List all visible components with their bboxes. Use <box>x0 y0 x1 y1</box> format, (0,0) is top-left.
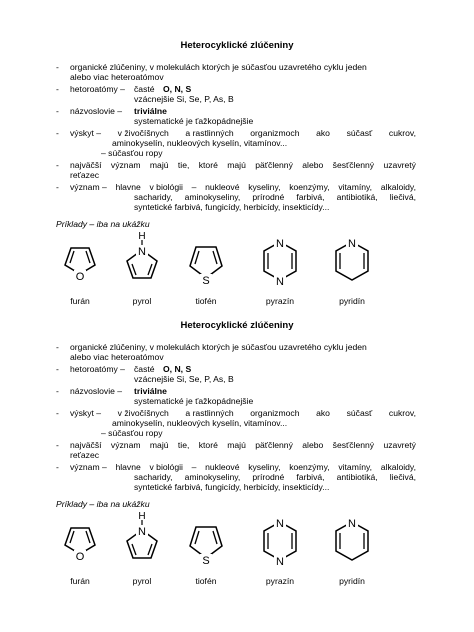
word: organizmoch <box>250 128 300 138</box>
furan-structure <box>50 518 110 574</box>
word: vitamíny, <box>338 462 373 472</box>
word: cukrov, <box>388 408 416 418</box>
word: hlavne <box>115 462 141 472</box>
pyridine-structure <box>322 514 382 576</box>
word: majú <box>149 440 169 450</box>
pyrazine-nitrogen-bottom: N <box>276 556 284 568</box>
molecule-name-thiophene: tiofén <box>195 296 217 306</box>
examples-label: Príklady – iba na ukážku <box>56 499 150 509</box>
heteroatoms-common-label: časté <box>134 84 155 94</box>
word: výskyt – <box>70 128 102 138</box>
word: nukleové <box>205 182 240 192</box>
molecule-name-pyrazine: pyrazín <box>265 576 295 586</box>
furan-oxygen-label: O <box>75 551 85 563</box>
nomenclature-trivial: triviálne <box>134 386 167 396</box>
nomenclature-systematic: systematické je ťažkopádnejšie <box>134 116 254 126</box>
page-title: Heterocyklické zlúčeniny <box>180 40 294 51</box>
bullet-dash: - <box>56 160 59 170</box>
word: aminokyseliny, <box>184 192 241 202</box>
word: ktoré <box>198 440 218 450</box>
importance-line <box>70 462 416 472</box>
word: kyseliny, <box>248 462 281 472</box>
word: význam <box>110 440 141 450</box>
bullet-dash: - <box>56 386 59 396</box>
thiophene-sulfur-label: S <box>202 275 210 287</box>
occurrence-line: – súčasťou ropy <box>101 148 163 158</box>
word: aminokyseliny, <box>184 472 241 482</box>
word: tie, <box>177 440 190 450</box>
nomenclature-label: názvoslovie – <box>70 386 123 396</box>
word: vitamíny, <box>338 182 373 192</box>
word: ako <box>316 408 330 418</box>
importance-line <box>134 192 416 202</box>
pyridine-nitrogen-label: N <box>348 238 356 250</box>
word: antibiotiká, <box>336 472 378 482</box>
definition-line: organické zlúčeniny, v molekulách ktorých je súčasťou uzavretého cyklu jeden <box>70 62 367 72</box>
word: v biológii <box>149 462 183 472</box>
pyrazine-nitrogen-bottom: N <box>276 276 284 288</box>
word: sacharidy, <box>134 192 173 202</box>
bullet-dash: - <box>56 440 59 450</box>
bullet-dash: - <box>56 342 59 352</box>
word: organizmoch <box>250 408 300 418</box>
heteroatoms-rare: vzácnejšie Si, Se, P, As, B <box>134 94 234 104</box>
pyrrole-structure <box>112 510 172 574</box>
furan-structure <box>50 238 110 294</box>
word: v živočíšnych <box>117 128 169 138</box>
word: význam <box>110 160 141 170</box>
word: liečivá, <box>389 192 416 202</box>
word: najväčší <box>70 160 102 170</box>
word: ktoré <box>198 160 218 170</box>
word: alkaloidy, <box>380 182 416 192</box>
word: súčasť <box>346 408 373 418</box>
examples-label: Príklady – iba na ukážku <box>56 219 150 229</box>
word: v biológii <box>149 182 183 192</box>
bullet-dash: - <box>56 62 59 72</box>
importance-line <box>134 472 416 482</box>
word: najväčší <box>70 440 102 450</box>
thiophene-structure <box>176 518 236 574</box>
pyrrole-structure <box>112 230 172 294</box>
word: uzavretý <box>383 160 416 170</box>
word: majú <box>149 160 169 170</box>
nomenclature-trivial: triviálne <box>134 106 167 116</box>
word: alebo <box>302 440 324 450</box>
word: alebo <box>302 160 324 170</box>
definition-line: alebo viac heteroatómov <box>70 352 164 362</box>
occurrence-line: aminokyselín, nukleových kyselín, vitamínov... <box>112 138 288 148</box>
word: alkaloidy, <box>380 462 416 472</box>
bullet-dash: - <box>56 106 59 116</box>
heteroatoms-rare: vzácnejšie Si, Se, P, As, B <box>134 374 234 384</box>
molecule-name-pyrrole: pyrol <box>132 576 152 586</box>
word: v živočíšnych <box>117 408 169 418</box>
importance-line: syntetické farbivá, fungicídy, herbicídy, insekticídy... <box>134 482 330 492</box>
molecule-name-pyridine: pyridín <box>339 576 365 586</box>
word: súčasť <box>346 128 373 138</box>
pyridine-nitrogen-label: N <box>348 518 356 530</box>
significance-line: reťazec <box>70 450 100 460</box>
pyridine-structure <box>322 234 382 296</box>
pyrazine-nitrogen-top: N <box>276 238 284 250</box>
occurrence-line: aminokyselín, nukleových kyselín, vitamínov... <box>112 418 288 428</box>
word: uzavretý <box>383 440 416 450</box>
word: nukleové <box>205 462 240 472</box>
word: farbivá, <box>296 472 325 482</box>
word: koenzýmy, <box>289 462 330 472</box>
definition-line: alebo viac heteroatómov <box>70 72 164 82</box>
word: majú <box>227 160 246 170</box>
word: výskyt – <box>70 408 102 418</box>
word: a rastlinných <box>185 408 234 418</box>
heteroatoms-common: O, N, S <box>163 84 192 94</box>
molecule-name-pyridine: pyridín <box>339 296 365 306</box>
thiophene-structure <box>176 238 236 294</box>
page-title: Heterocyklické zlúčeniny <box>180 320 294 331</box>
word: sacharidy, <box>134 472 173 482</box>
nomenclature-systematic: systematické je ťažkopádnejšie <box>134 396 254 406</box>
word: majú <box>227 440 246 450</box>
molecule-name-furan: furán <box>70 296 90 306</box>
pyrrole-hydrogen-label: H <box>138 231 146 242</box>
heteroatoms-common-label: časté <box>134 364 155 374</box>
significance-line <box>70 160 416 170</box>
word: prírodné <box>252 472 285 482</box>
occurrence-line <box>70 128 416 138</box>
pyrazine-nitrogen-top: N <box>276 518 284 530</box>
heteroatoms-label: hetoroatómy – <box>70 364 125 374</box>
heteroatoms-common: O, N, S <box>163 364 192 374</box>
word: farbivá, <box>296 192 325 202</box>
significance-line: reťazec <box>70 170 100 180</box>
word: šesťčlenný <box>332 160 375 170</box>
word: koenzýmy, <box>289 182 330 192</box>
pyrazine-structure <box>250 234 310 296</box>
bullet-dash: - <box>56 462 59 472</box>
pyrrole-hydrogen-label: H <box>138 511 146 522</box>
pyrrole-nitrogen-label: N <box>138 246 146 258</box>
word: antibiotiká, <box>336 192 378 202</box>
word: a rastlinných <box>185 128 234 138</box>
word: – <box>191 462 197 472</box>
word: liečivá, <box>389 472 416 482</box>
word: – <box>191 182 197 192</box>
word: cukrov, <box>388 128 416 138</box>
bullet-dash: - <box>56 84 59 94</box>
bullet-dash: - <box>56 182 59 192</box>
molecule-name-pyrazine: pyrazín <box>265 296 295 306</box>
importance-line: syntetické farbivá, fungicídy, herbicídy, insekticídy... <box>134 202 330 212</box>
importance-line <box>70 182 416 192</box>
word: hlavne <box>115 182 141 192</box>
molecule-name-thiophene: tiofén <box>195 576 217 586</box>
bullet-dash: - <box>56 408 59 418</box>
definition-line: organické zlúčeniny, v molekulách ktorých je súčasťou uzavretého cyklu jeden <box>70 342 367 352</box>
word: význam – <box>70 182 107 192</box>
molecule-name-furan: furán <box>70 576 90 586</box>
word: tie, <box>177 160 190 170</box>
thiophene-sulfur-label: S <box>202 555 210 567</box>
occurrence-line <box>70 408 416 418</box>
word: význam – <box>70 462 107 472</box>
nomenclature-label: názvoslovie – <box>70 106 123 116</box>
word: šesťčlenný <box>332 440 375 450</box>
heteroatoms-label: hetoroatómy – <box>70 84 125 94</box>
furan-oxygen-label: O <box>75 271 85 283</box>
bullet-dash: - <box>56 364 59 374</box>
significance-line <box>70 440 416 450</box>
pyrrole-nitrogen-label: N <box>138 526 146 538</box>
word: kyseliny, <box>248 182 281 192</box>
bullet-dash: - <box>56 128 59 138</box>
molecule-name-pyrrole: pyrol <box>132 296 152 306</box>
occurrence-line: – súčasťou ropy <box>101 428 163 438</box>
word: päťčlenný <box>255 160 293 170</box>
word: ako <box>316 128 330 138</box>
word: prírodné <box>252 192 285 202</box>
word: päťčlenný <box>255 440 293 450</box>
pyrazine-structure <box>250 514 310 576</box>
